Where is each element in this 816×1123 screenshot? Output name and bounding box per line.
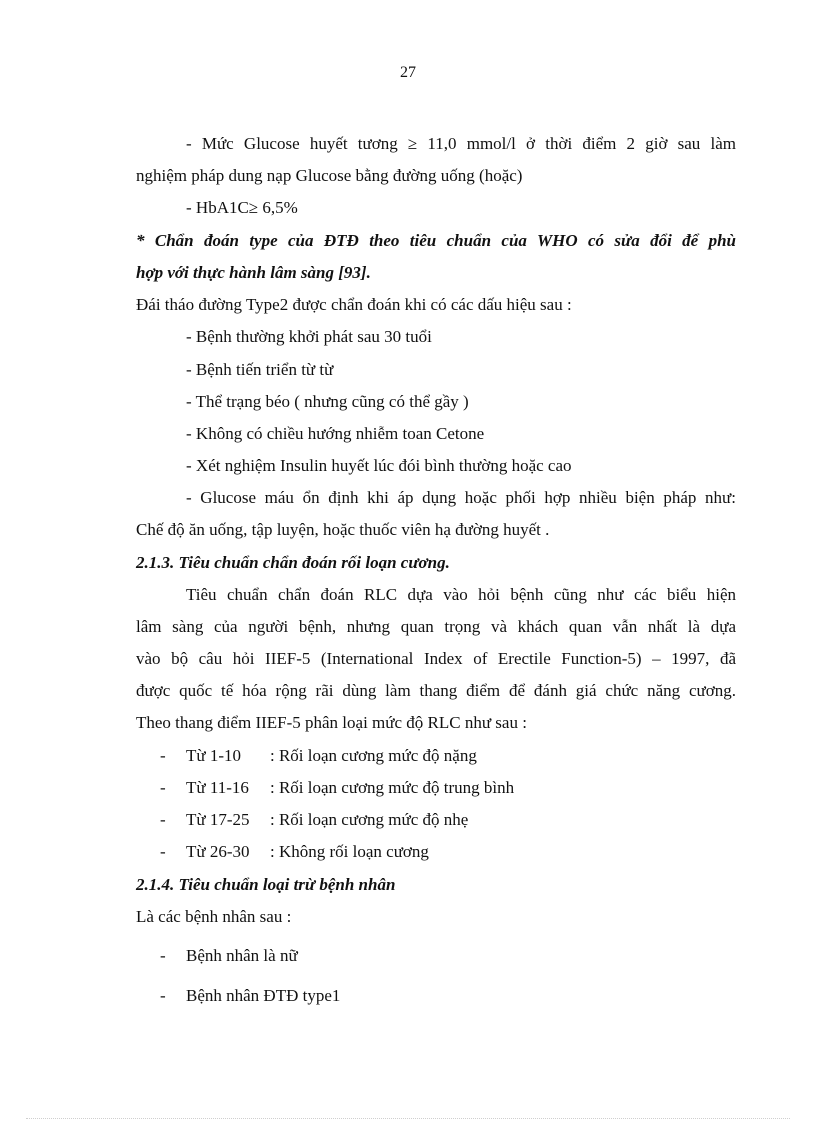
type2-sign: - Bệnh tiến triển từ từ bbox=[186, 360, 334, 379]
ed-paragraph-line: Theo thang điểm IIEF-5 phân loại mức độ RLC như sau : bbox=[136, 713, 527, 732]
type2-sign: - Thể trạng béo ( nhưng cũng có thể gầy ) bbox=[186, 392, 469, 411]
page-bottom-border bbox=[26, 1118, 790, 1119]
type2-sign: - Không có chiều hướng nhiễm toan Cetone bbox=[186, 424, 485, 443]
type2-sign-continuation: Chế độ ăn uống, tập luyện, hoặc thuốc viên hạ đường huyết . bbox=[136, 520, 550, 539]
type2-sign: - Bệnh thường khởi phát sau 30 tuổi bbox=[186, 327, 432, 346]
ed-paragraph-line: Tiêu chuẩn chẩn đoán RLC dựa vào hỏi bệnh cũng như các biểu hiện bbox=[186, 585, 736, 604]
exclusion-intro: Là các bệnh nhân sau : bbox=[136, 907, 292, 926]
who-heading-line-2: hợp với thực hành lâm sàng [93]. bbox=[136, 263, 371, 282]
ed-paragraph-line: vào bộ câu hỏi IIEF-5 (International Index of Erectile Function-5) – 1997, đã bbox=[136, 649, 736, 668]
who-heading-line-1: * Chẩn đoán type của ĐTĐ theo tiêu chuẩn của WHO có sửa đổi để phù bbox=[136, 231, 736, 250]
glucose-criterion-line-1: - Mức Glucose huyết tương ≥ 11,0 mmol/l ở thời điểm 2 giờ sau làm bbox=[186, 134, 736, 153]
section-heading-2-1-3: 2.1.3. Tiêu chuẩn chẩn đoán rối loạn cương. bbox=[136, 553, 450, 572]
ed-paragraph-line: lâm sàng của người bệnh, nhưng quan trọng và khách quan vẫn nhất là dựa bbox=[136, 617, 736, 636]
type2-sign: - Xét nghiệm Insulin huyết lúc đói bình thường hoặc cao bbox=[186, 456, 572, 475]
section-heading-2-1-4: 2.1.4. Tiêu chuẩn loại trừ bệnh nhân bbox=[136, 875, 396, 894]
hba1c-criterion: - HbA1C≥ 6,5% bbox=[186, 198, 298, 217]
glucose-criterion-line-2: nghiệm pháp dung nạp Glucose bằng đường uống (hoặc) bbox=[136, 166, 523, 185]
type2-intro: Đái tháo đường Type2 được chẩn đoán khi có các dấu hiệu sau : bbox=[136, 295, 572, 314]
type2-sign: - Glucose máu ổn định khi áp dụng hoặc phối hợp nhiều biện pháp như: bbox=[186, 488, 736, 507]
page-number: 27 bbox=[400, 64, 416, 81]
ed-paragraph-line: được quốc tế hóa rộng rãi dùng làm thang điểm để đánh giá chức năng cương. bbox=[136, 681, 736, 700]
